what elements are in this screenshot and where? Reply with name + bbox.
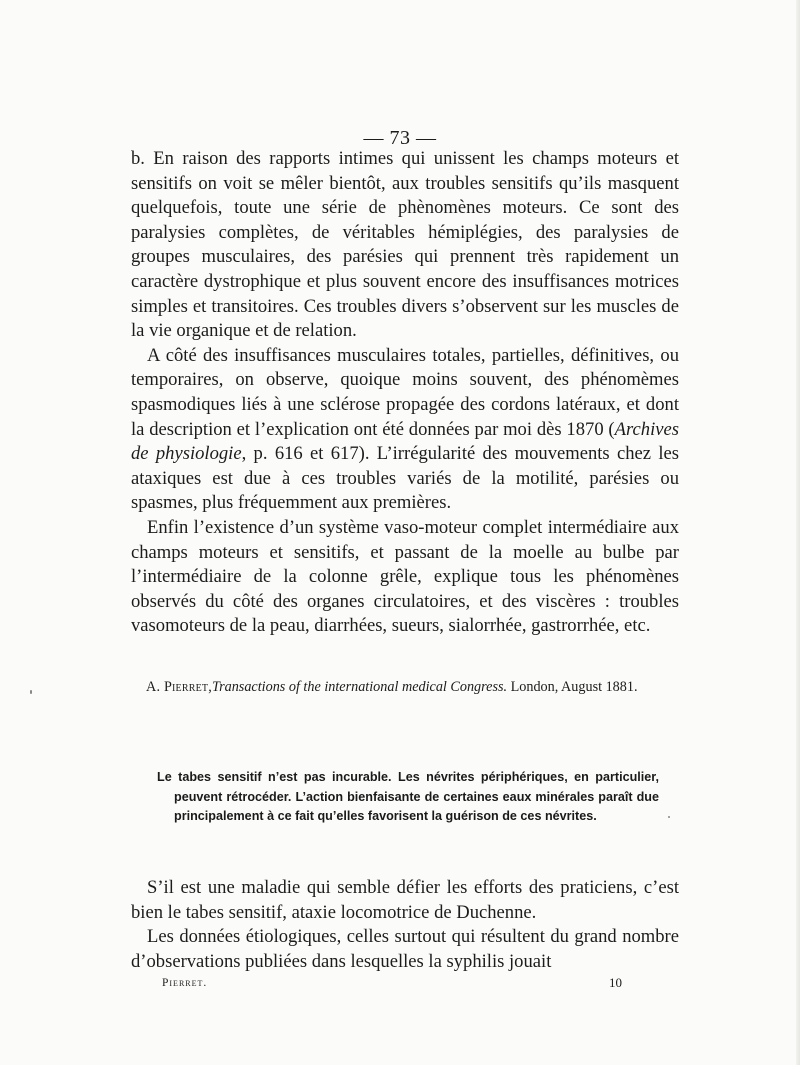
citation-author: A. Pierret, [146, 679, 212, 695]
paragraph-etiological-data: Les données étiologiques, celles surtout qui résultent du grand nombre d’observations publiées dans lesquelles la syphilis jouait [131, 926, 679, 972]
paragraph-motor-troubles: b. En raison des rapports intimes qui unissent les champs moteurs et sensitifs on voit se mêler bientôt, aux troubles sensitifs qu’ils masquent quelquefois, toute une série de phènomènes moteurs. Ce sont des paralysies complètes, de véritables hémiplégies, des paralysies de groupes musculaires, des parésies qui prennent très rapidement un caractère dystrophique et plus souvent encore des insuffisances motrices simples et transitoires. Ces troubles divers s’observent sur les muscles de la vie organique et de relation. [131, 148, 679, 342]
ink-speck [30, 690, 32, 694]
citation-place-date: London, August 1881. [507, 679, 638, 695]
bibliographic-citation [146, 677, 706, 697]
paragraph-vaso-motor-system: Enfin l’existence d’un système vaso-moteur complet intermédiaire aux champs moteurs et sensitifs, et passant de la moelle au bulbe par l’intermédiaire de la colonne grêle, explique tous les phénomènes observés du côté des organes circulatoires, et des viscères : troubles vasomoteurs de la peau, diarrhées, sueurs, sialorrhée, gastrorrhée, etc. [131, 516, 679, 637]
page-number: — 73 — [363, 127, 437, 149]
continuation-text [131, 876, 679, 974]
ink-speck [668, 816, 670, 818]
page-footer [162, 975, 622, 991]
printer-signature: Pierret. [162, 977, 208, 989]
main-text [131, 147, 679, 639]
journal-reference: Archives de physiologie [131, 418, 679, 465]
summary-text: Le tabes sensitif n’est pas incurable. Les névrites périphériques, en particulier, peuvent rétrocéder. L’action bienfaisante de certaines eaux minérales paraît due principalement à ce fait qu’elles favorisent la guérison de ces névrites. [157, 770, 659, 823]
paragraph-tabes-sensitif: S’il est une maladie qui semble défier les efforts des praticiens, c’est bien le tabes sensitif, ataxie locomotrice de Duchenne. [131, 877, 679, 923]
paragraph-text: , p. 616 et 617). L’irrégularité des mouvements chez les ataxiques est due à ces troubles variés de la motilité, parésies ou spasmes, plus fréquemment aux premières. [131, 443, 680, 514]
paragraph-text: A côté des insuffisances musculaires totales, partielles, définitives, ou temporaires, on observe, quoique moins souvent, des phénomèmes spasmodiques liés à une sclérose propagée des cordons latéraux, et dont la description et l’explication ont été données par moi dès 1870 ( [131, 344, 679, 440]
sheet-number: 10 [609, 975, 622, 990]
citation-title: Transactions of the international medical Congress. [211, 679, 508, 695]
paragraph-spasmodic-phenomena [131, 344, 679, 516]
section-summary [157, 768, 659, 827]
